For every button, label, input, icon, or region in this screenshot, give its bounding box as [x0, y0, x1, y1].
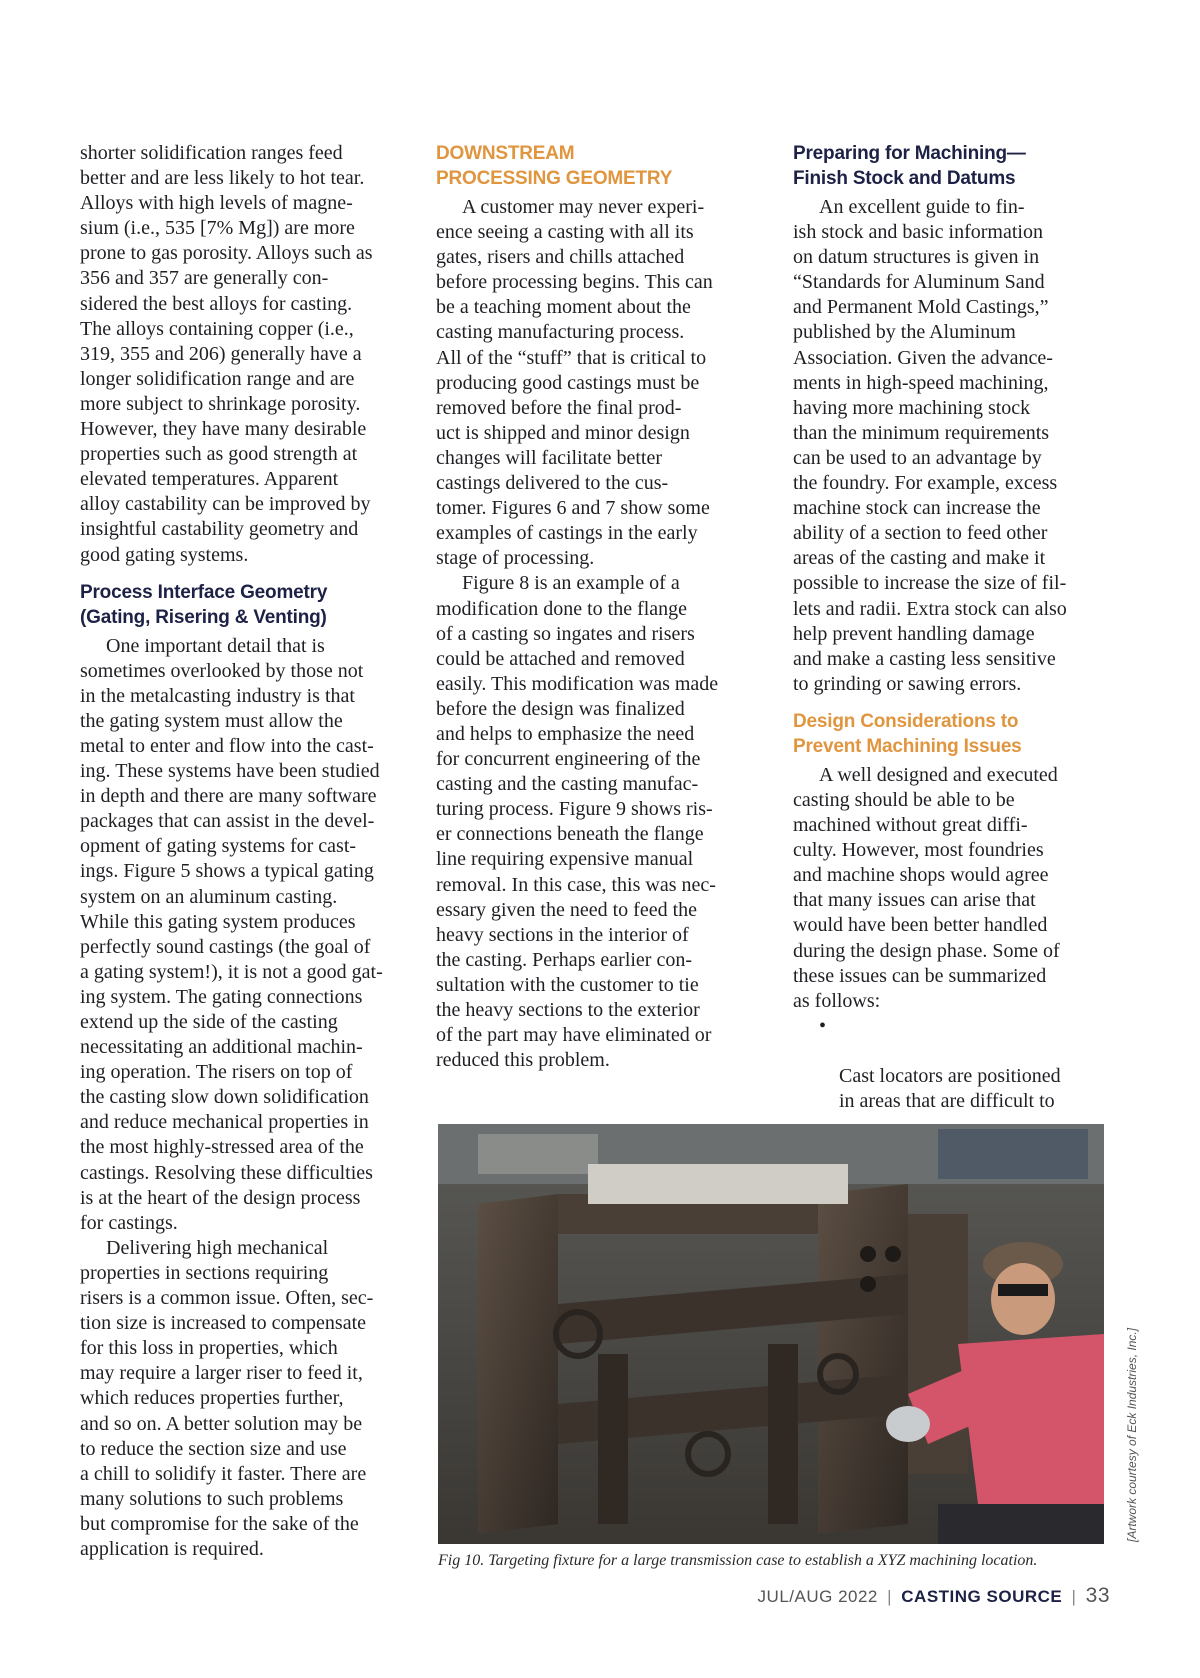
section-heading-design-considerations: Design Considerations to Prevent Machining Issues	[793, 710, 1022, 757]
magazine-name: CASTING SOURCE	[901, 1587, 1063, 1606]
column-2	[436, 141, 758, 1073]
footer-separator: |	[1071, 1587, 1077, 1606]
spacer	[80, 568, 402, 580]
page-number: 33	[1085, 1584, 1110, 1607]
body-paragraph: A well designed and executed casting should be able to be machined without great diffi- culty. However, most foundries and machine shops would agree that many issues can arise that would have been better handled during the design phase. Some of these issues can be summarized as follows:	[793, 763, 1060, 1012]
figure-caption: Fig 10. Targeting fixture for a large transmission case to establish a XYZ machining location.	[438, 1552, 1038, 1569]
figure-photo	[438, 1124, 1104, 1544]
body-paragraph: A customer may never experi- ence seeing a casting with all its gates, risers and chills attached before processing begins. This can be a teaching moment about the casting manufacturing process. All of the “stuff” that is critical to producing good castings must be removed before the final prod- uct is shipped and minor design changes will facilitate better castings delivered to the cus- tomer. Figures 6 and 7 show some examples of castings in the early stage of processing.	[436, 196, 713, 570]
spacer	[793, 697, 1115, 709]
body-paragraph: One important detail that is sometimes overlooked by those not in the metalcasting industry is that the gating system must allow the metal to enter and flow into the cast- ing. These systems have been studied in depth and there are many software packages that can assist in the devel- opment of gating systems for cast- ings. Figure 5 shows a typical gating system on an aluminum casting. While this gating system produces perfectly sound castings (the goal of a gating system!), it is not a good gat- ing system. The gating connections extend up the side of the casting necessitating an additional machin- ing operation. The risers on top of the casting slow down solidification and reduce mechanical properties in the most highly-stressed area of the castings. Resolving these difficulties is at the heart of the design process for castings.	[80, 634, 383, 1234]
column-1	[80, 141, 402, 1562]
photo-credit: [Artwork courtesy of Eck Industries, Inc.]	[1125, 1327, 1139, 1542]
bullet-item	[793, 1014, 1115, 1114]
section-heading-process-interface: Process Interface Geometry (Gating, Risering & Venting)	[80, 581, 328, 628]
page-footer	[758, 1584, 1110, 1608]
bullet-dot-icon: •	[819, 1014, 827, 1037]
section-heading-downstream: DOWNSTREAM PROCESSING GEOMETRY	[436, 143, 673, 189]
issue-date: JUL/AUG 2022	[757, 1587, 878, 1606]
body-paragraph: Delivering high mechanical properties in sections requiring risers is a common issue. Often, sec- tion size is increased to compensate for this loss in properties, which may require a larger riser to feed it, which reduces properties further, and so on. A better solution may be to reduce the section size and use a chill to solidify it faster. There are many solutions to such problems but compromise for the sake of the application is required.	[80, 1236, 374, 1560]
bullet-text: Cast locators are positioned in areas that are difficult to	[839, 1065, 1061, 1113]
body-paragraph: Figure 8 is an example of a modification done to the flange of a casting so ingates and risers could be attached and removed easily. This modification was made before the design was finalized and helps to emphasize the need for concurrent engineering of the casting and the casting manufac- turing process. Figure 9 shows ris- er connections beneath the flange line requiring expensive manual removal. In this case, this was nec- essary given the need to feed the heavy sections in the interior of the casting. Perhaps earlier con- sultation with the customer to tie the heavy sections to the exterior of the part may have eliminated or reduced this problem.	[436, 572, 719, 1072]
body-paragraph: shorter solidification ranges feed better and are less likely to hot tear. Alloys with high levels of magne- sium (i.e., 535 [7% Mg]) are more prone to gas porosity. Alloys such as 356 and 357 are generally con- sidered the best alloys for casting. The alloys containing copper (i.e., 319, 355 and 206) generally have a longer solidification range and are more subject to shrinkage porosity. However, they have many desirable properties such as good strength at elevated temperatures. Apparent alloy castability can be improved by insightful castability geometry and good gating systems.	[80, 142, 373, 566]
body-paragraph: An excellent guide to fin- ish stock and basic information on datum structures is given in “Standards for Aluminum Sand and Permanent Mold Castings,” published by the Aluminum Association. Given the advance- ments in high-speed machining, having more machining stock than the minimum requirements can be used to an advantage by the foundry. For example, excess machine stock can increase the ability of a section to feed other areas of the casting and make it possible to increase the size of fil- lets and radii. Extra stock can also help prevent handling damage and make a casting less sensitive to grinding or sawing errors.	[793, 196, 1067, 695]
fixture-photo-illustration	[438, 1124, 1104, 1544]
column-3	[793, 141, 1115, 1114]
footer-separator: |	[887, 1587, 893, 1606]
section-heading-preparing-machining: Preparing for Machining— Finish Stock and Datums	[793, 143, 1026, 189]
